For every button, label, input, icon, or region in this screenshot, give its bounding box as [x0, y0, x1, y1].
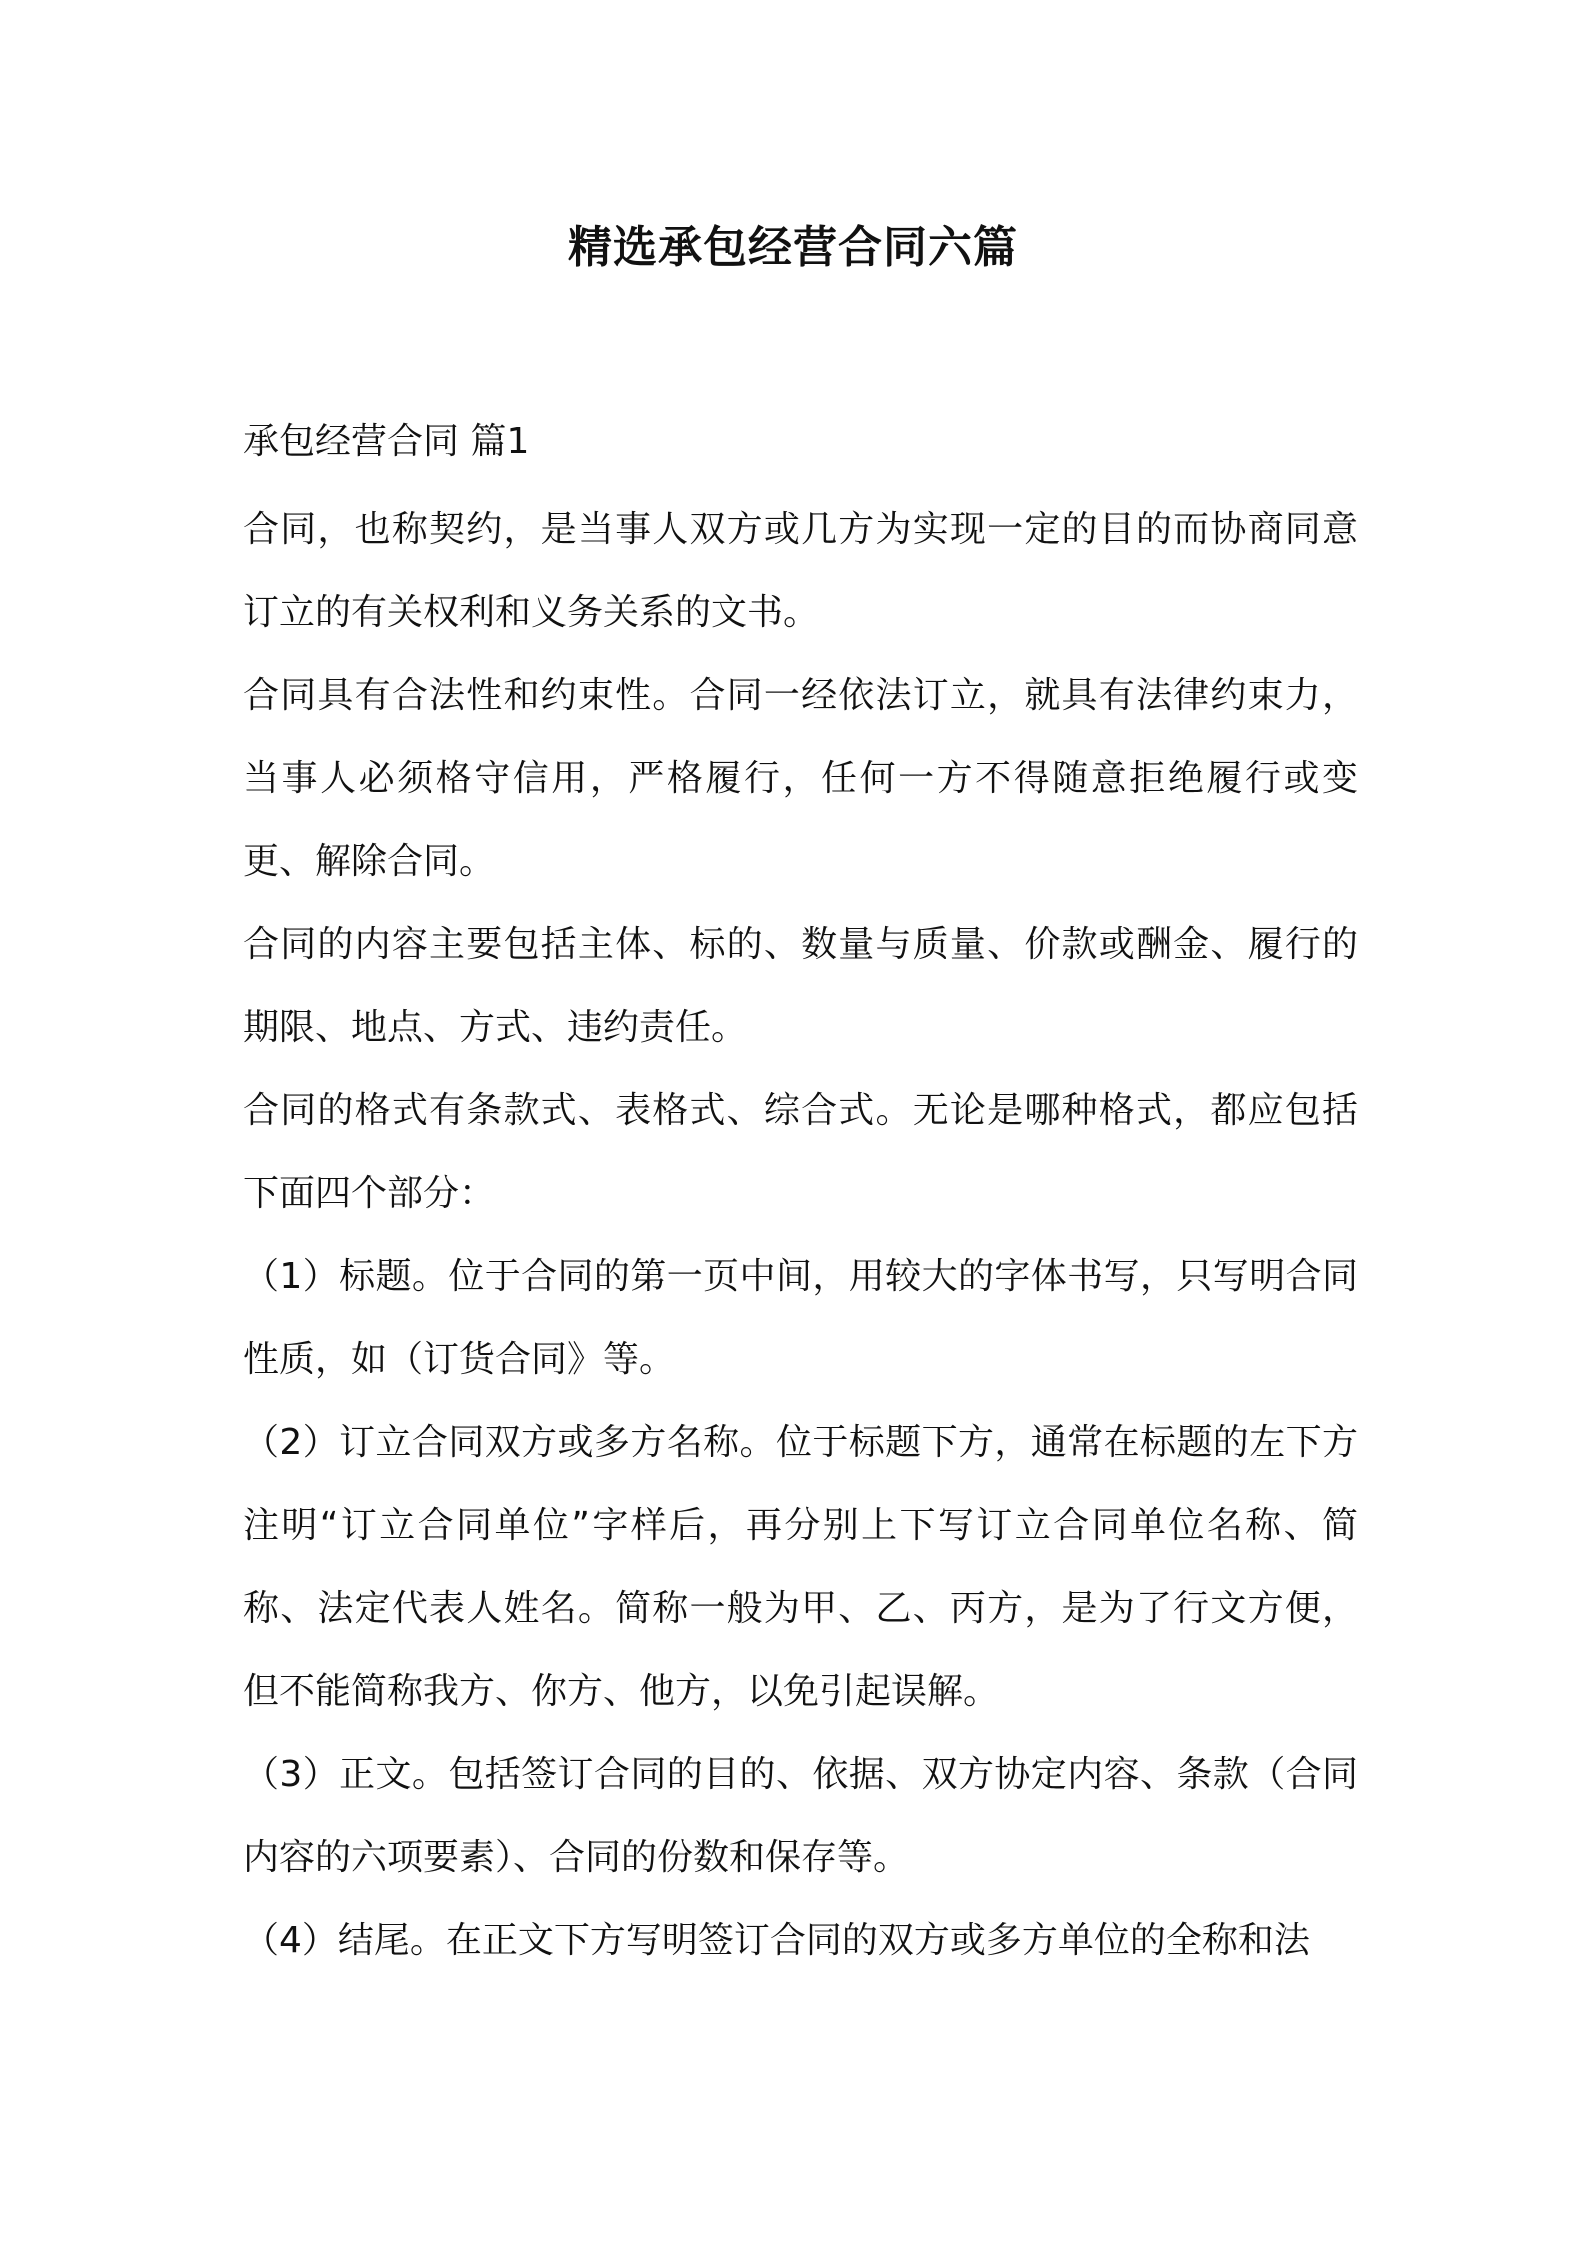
paragraph-definition: 合同，也称契约，是当事人双方或几方为实现一定的目的而协商同意订立的有关权利和义务关系的文书。 [243, 509, 1358, 633]
document-body [243, 408, 1358, 1982]
paragraph-contents: 合同的内容主要包括主体、标的、数量与质量、价款或酬金、履行的期限、地点、方式、违约责任。 [243, 924, 1358, 1048]
paragraph-legality: 合同具有合法性和约束性。合同一经依法订立，就具有法律约束力，当事人必须格守信用，严格履行，任何一方不得随意拒绝履行或变更、解除合同。 [243, 675, 1358, 882]
paragraph-item-4-ending: （4）结尾。在正文下方写明签订合同的双方或多方单位的全称和法 [243, 1920, 1310, 1961]
paragraph-formats: 合同的格式有条款式、表格式、综合式。无论是哪种格式，都应包括下面四个部分： [243, 1090, 1358, 1214]
paragraph-item-3-body: （3）正文。包括签订合同的目的、依据、双方协定内容、条款（合同内容的六项要素）、合同的份数和保存等。 [243, 1754, 1358, 1878]
paragraph-item-1-title: （1）标题。位于合同的第一页中间，用较大的字体书写，只写明合同性质，如（订货合同》等。 [243, 1256, 1358, 1380]
document-title: 精选承包经营合同六篇 [568, 222, 1018, 273]
paragraph-item-2-parties: （2）订立合同双方或多方名称。位于标题下方，通常在标题的左下方注明“订立合同单位”字样后，再分别上下写订立合同单位名称、简称、法定代表人姓名。简称一般为甲、乙、丙方，是为了行文方便，但不能简称我方、你方、他方，以免引起误解。 [243, 1422, 1358, 1712]
section-heading: 承包经营合同 篇1 [243, 421, 530, 462]
